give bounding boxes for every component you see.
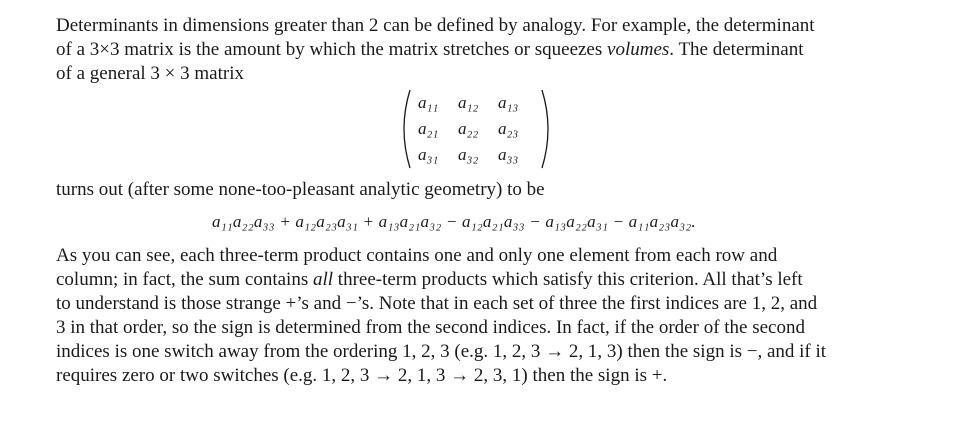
matrix-entry: a₁₃ [498,93,519,112]
text-segment: column; in fact, the sum contains [56,269,313,290]
text-segment: of a 3×3 matrix is the amount by which the matrix stretches or squeezes [56,39,608,60]
matrix-entry: a₁₂ [458,93,479,112]
emphasis-all: all [312,269,334,290]
text-line: to understand is those strange +’s and −’s. Note that in each set of three the first indices are 1, 2, and [56,293,818,314]
matrix-entry: a₃₁ [418,145,439,164]
text-line: turns out (after some none-too-pleasant analytic geometry) to be [56,179,545,200]
explanation-paragraph [56,244,906,388]
matrix-entry: a₁₁ [418,93,439,112]
after-matrix-text [56,178,906,202]
text-line: requires zero or two switches (e.g. 1, 2, 3 → 2, 1, 3 → 2, 3, 1) then the sign is +. [56,365,668,386]
text-line: 3 in that order, so the sign is determined from the second indices. In fact, if the order of the second [56,317,805,338]
emphasis-volumes: volumes [607,39,670,60]
text-line: As you can see, each three-term product contains one and only one element from each row and [56,245,778,266]
determinant-formula: a₁₁a₂₂a₃₃ + a₁₂a₂₃a₃₁ + a₁₃a₂₁a₃₂ − a₁₂a₂₁a₃₃ − a₁₃a₂₂a₃₁ − a₁₁a₂₃a₃₂. [212,212,696,231]
matrix-entry: a₂₁ [418,119,439,138]
text-line [56,268,906,292]
intro-paragraph [56,14,906,86]
matrix [396,88,556,170]
document-page [56,14,906,388]
text-line [56,38,906,62]
text-line: of a general 3 × 3 matrix [56,63,244,84]
matrix-entry: a₃₃ [498,145,519,164]
text-line: Determinants in dimensions greater than 2 can be defined by analogy. For example, the determinant [56,15,815,36]
matrix-entry: a₃₂ [458,145,479,164]
matrix-display [56,86,906,178]
text-segment: . The determinant [669,39,804,60]
left-parenthesis [404,90,410,168]
matrix-entry: a₂₃ [498,119,519,138]
text-segment: three-term products which satisfy this criterion. All that’s left [333,269,803,290]
matrix-entry: a₂₂ [458,119,479,138]
text-line: indices is one switch away from the ordering 1, 2, 3 (e.g. 1, 2, 3 → 2, 1, 3) then the sign is −, and if it [56,341,827,362]
right-parenthesis [542,90,548,168]
matrix-entries [418,90,538,168]
